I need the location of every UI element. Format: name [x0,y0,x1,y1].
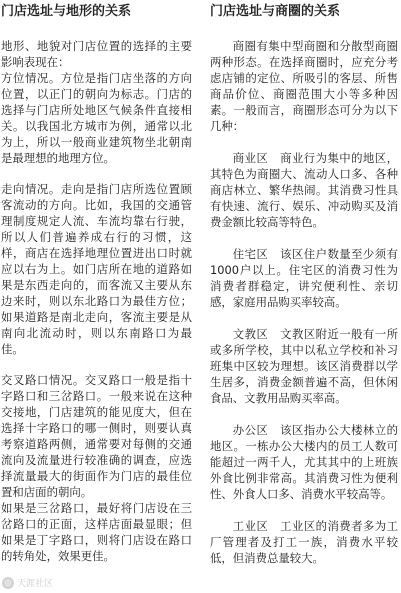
left-column [0,0,192,579]
right-intro-paragraph: 商圈有集中型商圈和分散型商圈两种形态。在选择商圈时，应充分考虑店铺的定位、所吸引的客层、所售商品价位、商圈范围大小等多种因素。一般而言，商圈形态可分为以下几种： [210,39,398,133]
right-office-paragraph: 办公区 该区指办公大楼林立的地区。一栋办公大楼内的员工人数可能超过一两千人，尤其其中的上班族外食比例非常高。其消费习性为便利性、外食人口多、消费水平较高等。 [210,423,398,501]
watermark-text: 天涯社区 [17,579,54,589]
right-commercial-paragraph: 商业区 商业行为集中的地区，其特色为商圈大、流动人口多、各种商店林立、繁华热闹。其消费习性具有快速、流行、娱乐、冲动购买及消费金额比较高等特色。 [210,151,398,229]
left-intro-paragraph: 地形、地貌对门店位置的选择的主要影响表现在： [1,39,192,69]
right-column-title: 门店选址与商圈的关系 [210,4,341,19]
left-intersection-paragraph: 交叉路口情况。交叉路口一般是指十字路口和三岔路口。一般来说在这种交接地，门店建筑的能见度大，但在选择十字路口的哪一侧时，则要认真考察道路两侧，通常要对每侧的交通流向及流量进行较准确的调查，应选择流量最大的街面作为门店的最佳位置和店面的朝向。 [1,373,192,499]
right-industrial-paragraph: 工业区 工业区的消费者多为工厂管理者及打工一族，消费水平较低，但消费总量较大。 [210,519,398,565]
left-column-title: 门店选址与地形的关系 [1,4,132,19]
left-orientation-paragraph: 方位情况。方位是指门店坐落的方向位置，以正门的朝向为标志。门店的选择与门店所处地区气候条件直接相关。以我国北方城市为例，通常以北为上，所以一般商业建筑物坐北朝南是最理想的地理方位。 [1,71,192,165]
right-residential-paragraph: 住宅区 该区住户数量至少须有1000户以上。住宅区的消费习性为消费者群稳定，讲究便利性、亲切感，家庭用品购买率较高。 [210,247,398,309]
watermark [2,576,53,589]
watermark-logo-icon: ◎ [2,577,14,589]
right-education-paragraph: 文教区 文教区附近一般有一所或多所学校，其中以私立学校和补习班集中区较为理想。该区消费群以学生居多，消费金额普遍不高，但休闲食品、文教用品购买率高。 [210,327,398,405]
left-junction-paragraph: 如果是三岔路口，最好将门店设在三岔路口的正面，这样店面最显眼；但如果是丁字路口，则将门店设在路口的转角处，效果更佳。 [1,501,192,563]
left-direction-paragraph: 走向情况。走向是指门店所选位置顾客流动的方向。比如，我国的交通管理制度规定人流、车流均靠右行驶，所以人们普遍养成右行的习惯，这样，商店在选择地理位置进出口时就应以右为上。如门店所在地的道路如果是东西走向的，而客流又主要从东边来时，则以东北路口为最佳方位；如果道路是南北走向，客流主要是从南向北流动时，则以东南路口为最佳。 [1,182,192,356]
right-column [208,0,398,582]
